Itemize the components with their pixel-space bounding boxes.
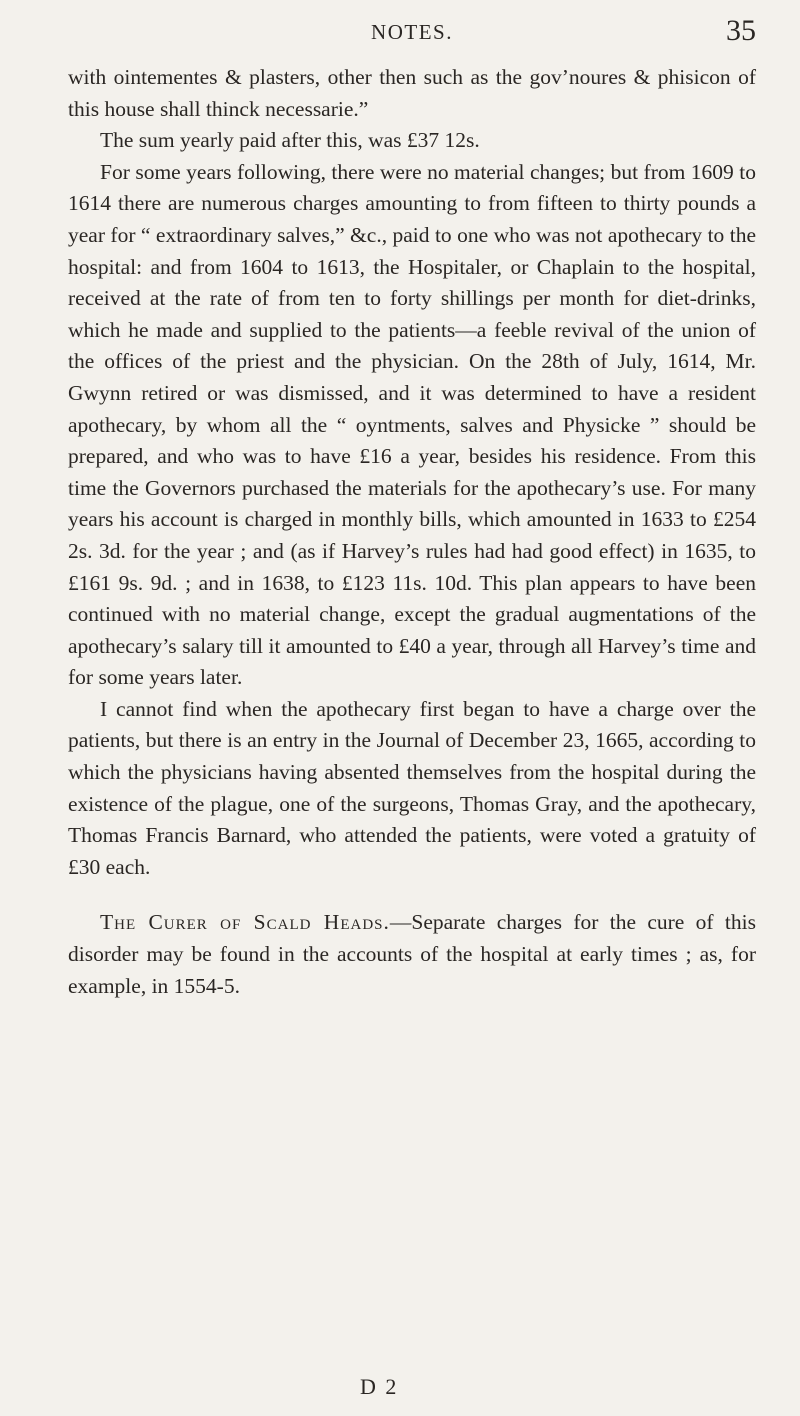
signature-mark: D 2 — [360, 1374, 399, 1399]
section-heading: The Curer of Scald Heads. — [100, 910, 390, 935]
paragraph-scald-heads — [68, 907, 756, 1002]
body-text — [68, 62, 756, 1002]
page-number: 35 — [726, 14, 756, 47]
section-text: —Separate charges for the cure of this disorder may be found in the accounts of the hospital at early times ; as, for example, in 1554-5. — [68, 910, 756, 998]
paragraph-continuation: with ointementes & plasters, other then such as the gov’noures & phisicon of this house shall thinck necessarie.” — [68, 65, 756, 121]
running-head — [68, 14, 756, 50]
paragraph-plague-entry: I cannot find when the apothecary first began to have a charge over the patients, but there is an entry in the Journal of December 23, 1665, according to which the physicians having absented themselves from the hospital during the existence of the plague, one of the surgeons, Thomas Gray, and the apothecary, Thomas Francis Barnard, who attended the patients, were voted a gratuity of £30 each. — [68, 696, 756, 879]
running-title: NOTES. — [371, 20, 453, 44]
paragraph-sum-yearly: The sum yearly paid after this, was £37 12s. — [100, 128, 480, 153]
paragraph-apothecary-history: For some years following, there were no material changes; but from 1609 to 1614 there are numerous charges amounting to from fifteen to thirty pounds a year for “ extraordinary salves,” &c., paid to one who was not apothecary to the hospital: and from 1604 to 1613, the Hospitaler, or Chaplain to the hospital, received at the rate of from ten to forty shillings per month for diet-drinks, which he made and supplied to the patients—a feeble revival of the union of the offices of the priest and the physician. On the 28th of July, 1614, Mr. Gwynn retired or was dismissed, and it was determined to have a resident apothecary, by whom all the “ oyntments, salves and Physicke ” should be prepared, and who was to have £16 a year, besides his residence. From this time the Governors purchased the materials for the apothecary’s use. For many years his account is charged in monthly bills, which amounted in 1633 to £254 2s. 3d. for the year ; and (as if Harvey’s rules had had good effect) in 1635, to £161 9s. 9d. ; and in 1638, to £123 11s. 10d. This plan appears to have been continued with no material change, except the gradual augmentations of the apothecary’s salary till it amounted to £40 a year, through all Harvey’s time and for some years later. — [68, 159, 756, 690]
